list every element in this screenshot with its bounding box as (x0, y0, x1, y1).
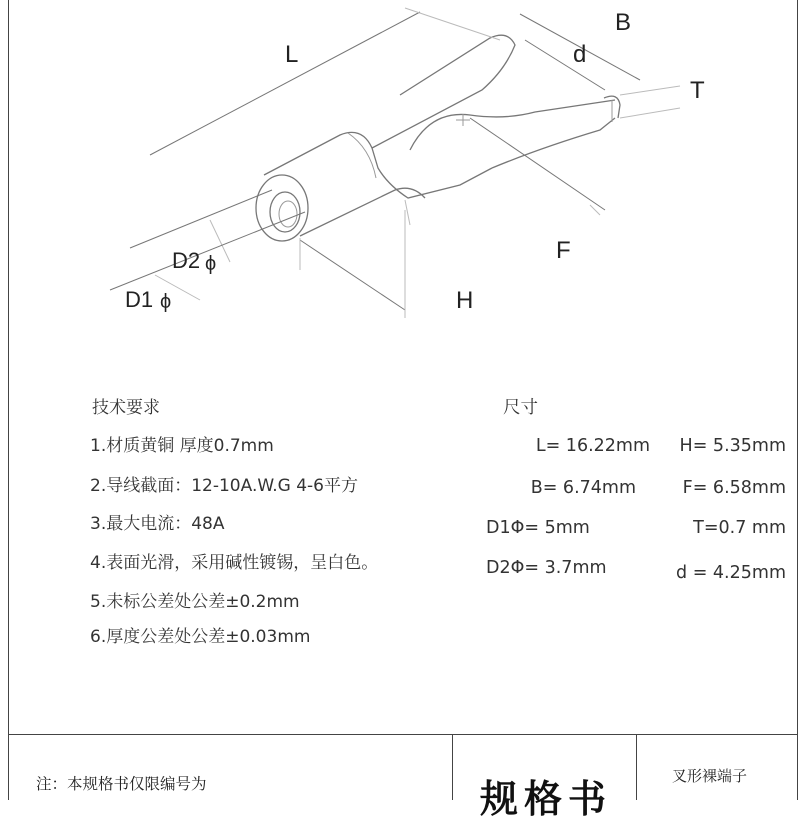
barrel-body-lower (300, 188, 425, 236)
dimension-value: T=0.7 mm (693, 518, 786, 538)
footer-divider (8, 734, 798, 735)
barrel-body-outline (264, 132, 492, 198)
dim-ext-L-right (405, 8, 500, 40)
footer-column-divider (452, 734, 453, 800)
footer-note: 注：本规格书仅限编号为 (36, 775, 207, 793)
tech-requirement-item: 6.厚度公差处公差±0.03mm (90, 627, 311, 647)
dim-line-d (525, 40, 605, 90)
footer-column-divider (636, 734, 637, 800)
footer-product-name: 叉形裸端子 (672, 767, 748, 785)
dimension-value: H= 5.35mm (679, 436, 786, 456)
dim-ext-T (620, 86, 680, 118)
tech-requirement-item: 2.导线截面：12-10A.W.G 4-6平方 (90, 476, 358, 496)
tech-requirement-item: 3.最大电流：48A (90, 514, 225, 534)
label-L: L (285, 41, 299, 68)
label-D1-phi: ϕ (160, 291, 172, 313)
dim-ext-H (300, 210, 405, 318)
fork-center-mark (456, 114, 470, 126)
dimension-value: L= 16.22mm (535, 436, 650, 456)
tech-requirement-item: 1.材质黄铜 厚度0.7mm (90, 436, 274, 456)
label-D1: D1 (125, 287, 154, 312)
label-H: H (456, 287, 474, 314)
dimension-value: D2Φ= 3.7mm (486, 558, 607, 578)
label-F: F (556, 237, 571, 264)
dimension-value: D1Φ= 5mm (486, 518, 590, 538)
dim-line-F (470, 118, 605, 210)
label-B: B (615, 9, 632, 36)
tech-requirement-item: 4.表面光滑，采用碱性镀锡，呈白色。 (90, 553, 379, 573)
fork-inner-curve (410, 100, 615, 150)
dim-line-H (300, 240, 405, 310)
barrel-inner-depth (279, 201, 297, 227)
label-D2-phi: ϕ (205, 253, 217, 275)
fork-terminal-drawing (0, 0, 800, 380)
label-T: T (690, 77, 705, 104)
footer-title: 规格书 (480, 777, 613, 821)
dim-line-D2 (130, 190, 272, 248)
dim-ext-F (405, 200, 600, 225)
label-d: d (573, 41, 587, 68)
tech-requirement-item: 5.未标公差处公差±0.2mm (90, 592, 300, 612)
dimensions-title: 尺寸 (503, 398, 538, 418)
dimension-value: B= 6.74mm (530, 478, 636, 498)
dim-line-L (150, 12, 420, 155)
fork-lower-tine (492, 118, 615, 168)
dimension-value: F= 6.58mm (682, 478, 786, 498)
label-D2: D2 (172, 248, 201, 273)
dim-line-D1 (110, 212, 305, 290)
barrel-rim-line (348, 133, 376, 178)
dimension-value: d = 4.25mm (676, 563, 786, 583)
fork-upper-tine (372, 35, 515, 148)
tech-requirements-title: 技术要求 (92, 398, 160, 418)
